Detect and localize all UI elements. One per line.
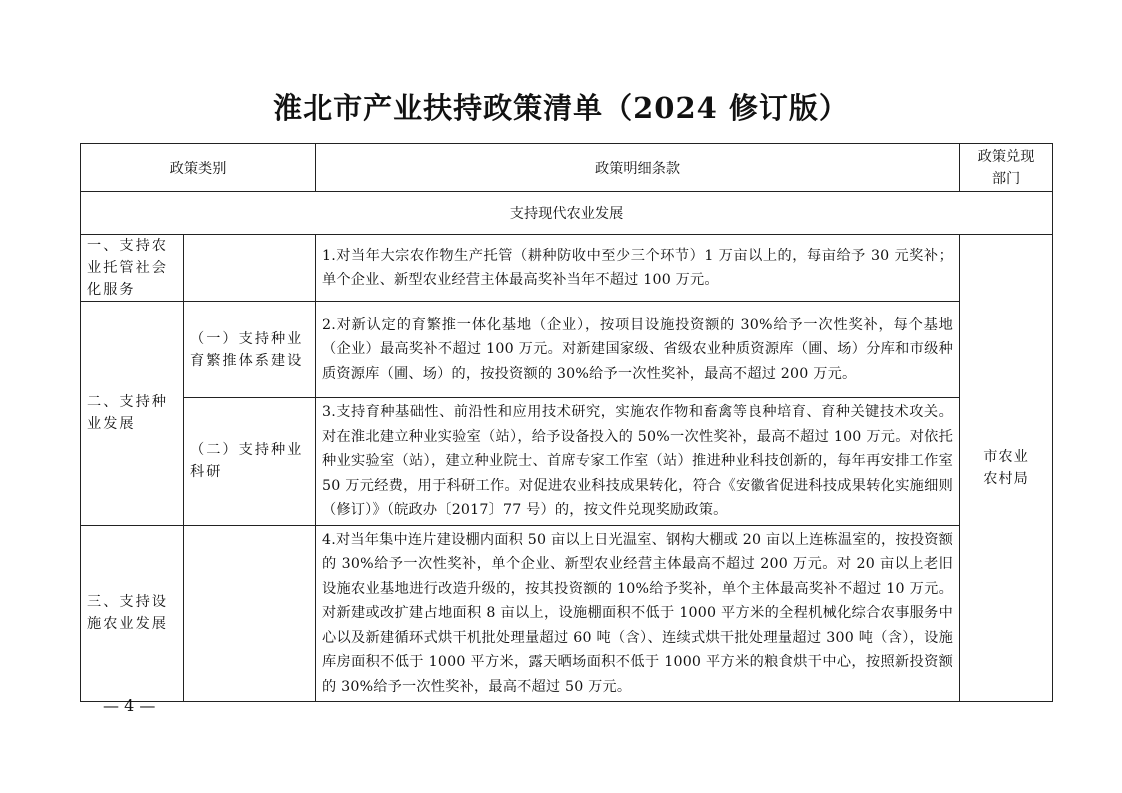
header-clauses: 政策明细条款 <box>316 144 960 192</box>
table-row <box>81 302 1053 398</box>
department-cell <box>960 235 1053 702</box>
policy-table <box>80 143 1053 702</box>
table-row <box>81 525 1053 702</box>
header-department-line2: 部门 <box>991 170 1021 187</box>
table-row <box>81 235 1053 302</box>
clause-cell: 4.对当年集中连片建设棚内面积 50 亩以上日光温室、钢构大棚或 20 亩以上连栋温室的，按投资额的 30%给予一次性奖补，单个企业、新型农业经营主体最高不超过 200 万元。对 20 亩以上老旧设施农业基地进行改造升级的，按其投资额的 10%给予奖补，单个主体最高奖补不超过 10 万元。对新建或改扩建占地面积 8 亩以上，设施棚面积不低于 1000 平方米的全程机械化综合农事服务中心以及新建循环式烘干机批处理量超过 60 吨（含）、连续式烘干批处理量超过 300 吨（含），设施库房面积不低于 1000 平方米，露天晒场面积不低于 1000 平方米的粮食烘干中心，按照新投资额的 30%给予一次性奖补，最高不超过 50 万元。 <box>316 525 960 702</box>
subcategory-cell: （二）支持种业科研 <box>184 398 316 526</box>
table-header-row <box>81 144 1053 192</box>
category-cell: 一、支持农业托管社会化服务 <box>81 235 184 302</box>
page-number: — 4 — <box>103 696 156 715</box>
header-department-line1: 政策兑现 <box>977 148 1035 165</box>
clause-cell: 3.支持育种基础性、前沿性和应用技术研究，实施农作物和畜禽等良种培育、育种关键技术攻关。对在淮北建立种业实验室（站），给予设备投入的 50%一次性奖补，最高不超过 100 万元。对依托种业实验室（站），建立种业院士、首席专家工作室（站）推进种业科技创新的，每年再安排工作室 50 万元经费，用于科研工作。对促进农业科技成果转化，符合《安徽省促进科技成果转化实施细则（修订）》（皖政办〔2017〕77 号）的，按文件兑现奖励政策。 <box>316 398 960 526</box>
department-line1: 市农业 <box>983 449 1029 465</box>
section-row <box>81 192 1053 235</box>
subcategory-cell <box>184 235 316 302</box>
header-department <box>960 144 1053 192</box>
table-row <box>81 398 1053 526</box>
category-cell: 二、支持种业发展 <box>81 302 184 526</box>
clause-cell: 1.对当年大宗农作物生产托管（耕种防收中至少三个环节）1 万亩以上的，每亩给予 30 元奖补；单个企业、新型农业经营主体最高奖补当年不超过 100 万元。 <box>316 235 960 302</box>
header-category: 政策类别 <box>81 144 316 192</box>
document-title: 淮北市产业扶持政策清单（2024 修订版） <box>273 91 849 125</box>
section-title: 支持现代农业发展 <box>81 192 1053 235</box>
subcategory-cell <box>184 525 316 702</box>
clause-cell: 2.对新认定的育繁推一体化基地（企业），按项目设施投资额的 30%给予一次性奖补，每个基地（企业）最高奖补不超过 100 万元。对新建国家级、省级农业种质资源库（圃、场）分库和市级种质资源库（圃、场）的，按投资额的 30%给予一次性奖补，最高不超过 200 万元。 <box>316 302 960 398</box>
subcategory-cell: （一）支持种业育繁推体系建设 <box>184 302 316 398</box>
department-line2: 农村局 <box>983 471 1029 487</box>
category-cell: 三、支持设施农业发展 <box>81 525 184 702</box>
